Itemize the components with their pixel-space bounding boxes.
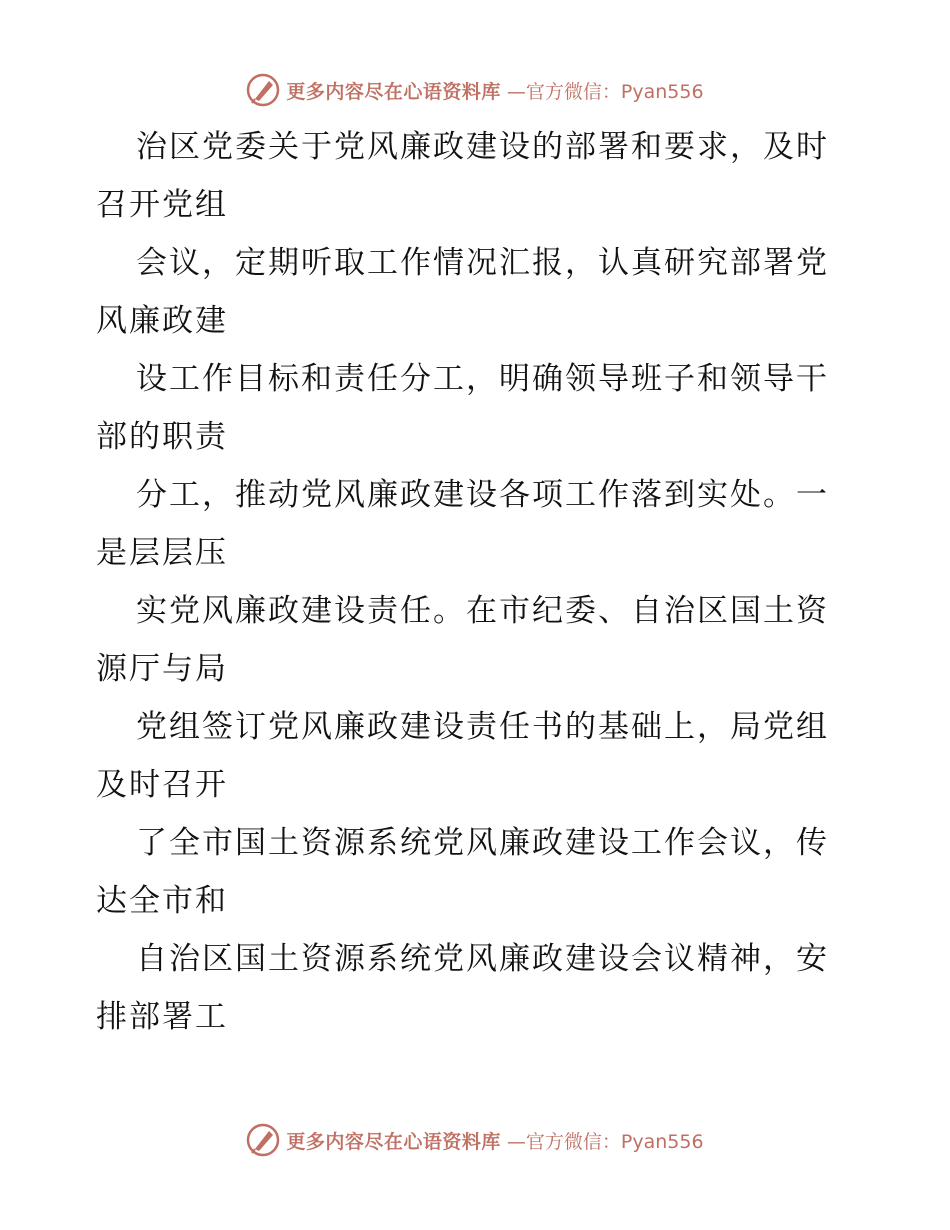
header-watermark [0,70,950,110]
watermark-brand-text: 更多内容尽在心语资料库 [286,80,501,103]
body-paragraph: 党组签订党风廉政建设责任书的基础上，局党组及时召开 [96,709,829,803]
body-paragraph: 自治区国土资源系统党风廉政建设会议精神，安排部署工 [96,941,829,1035]
body-paragraph: 分工，推动党风廉政建设各项工作落到实处。一是层层压 [96,477,829,571]
quill-pen-icon [246,73,280,107]
body-paragraph: 治区党委关于党风廉政建设的部署和要求，及时召开党组 [96,129,829,223]
watermark-wechat-text: —官方微信：Pyan556 [506,80,704,103]
footer-watermark [0,1120,950,1160]
body-paragraph: 了全市国土资源系统党风廉政建设工作会议，传达全市和 [96,825,829,919]
quill-pen-icon [246,1123,280,1157]
body-paragraph: 会议，定期听取工作情况汇报，认真研究部署党风廉政建 [96,245,829,339]
body-paragraph: 实党风廉政建设责任。在市纪委、自治区国土资源厅与局 [96,593,829,687]
watermark-wechat-text: —官方微信：Pyan556 [506,1130,704,1153]
document-body [96,118,856,1046]
body-paragraph: 设工作目标和责任分工，明确领导班子和领导干部的职责 [96,361,829,455]
watermark-brand-text: 更多内容尽在心语资料库 [286,1130,501,1153]
